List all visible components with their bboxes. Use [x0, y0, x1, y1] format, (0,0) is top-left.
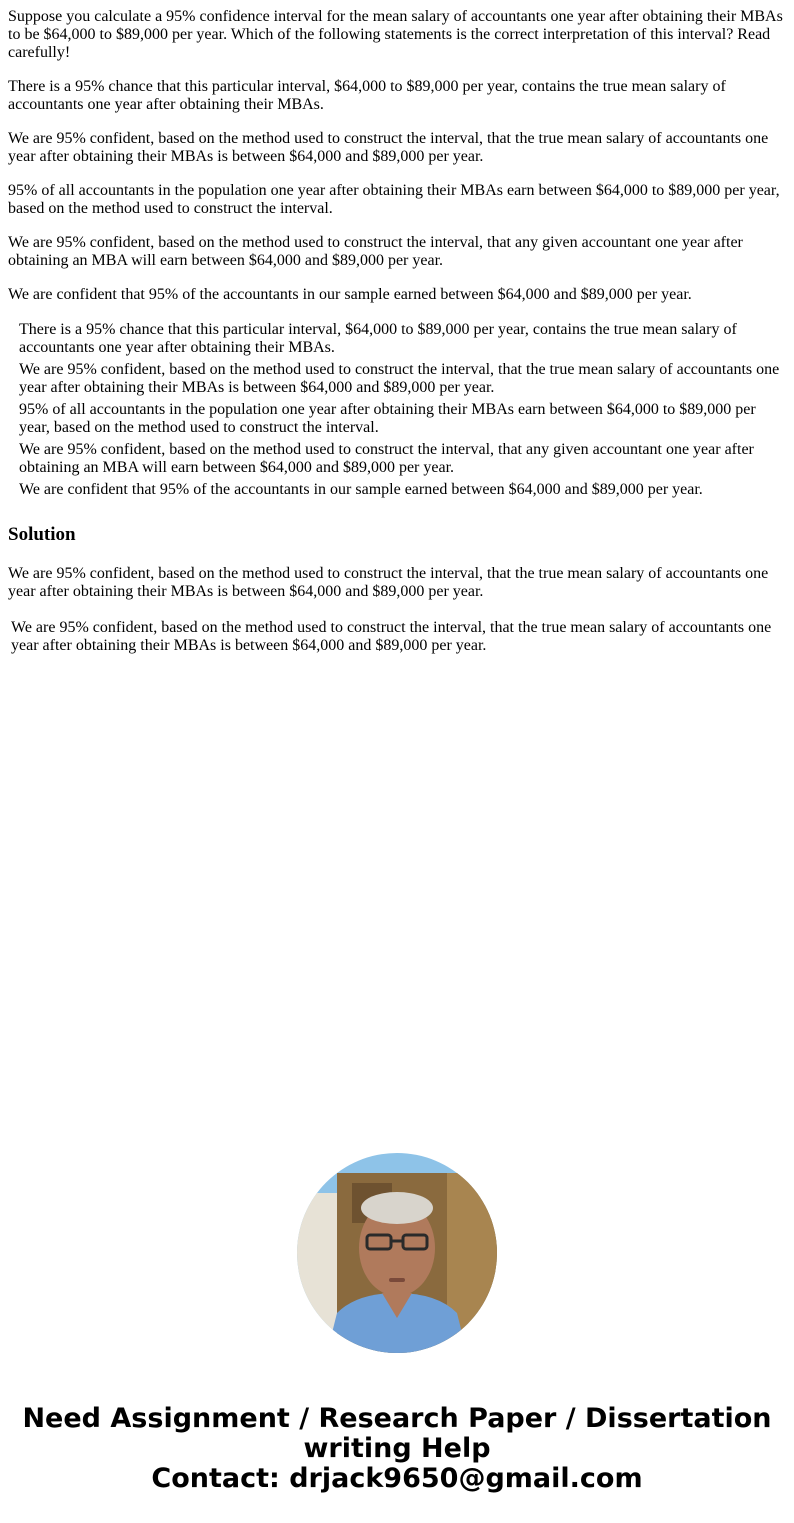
statement-3: 95% of all accountants in the population one year after obtaining their MBAs earn between $64,000 to $89,000 per year, based on the method used to construct the interval.	[8, 182, 780, 217]
option-3: 95% of all accountants in the population one year after obtaining their MBAs earn between $64,000 to $89,000 per year, based on the method used to construct the interval.	[19, 401, 756, 436]
statement-1: There is a 95% chance that this particular interval, $64,000 to $89,000 per year, contains the true mean salary of accountants one year after obtaining their MBAs.	[8, 78, 726, 113]
promo-line-2: Contact: drjack9650@gmail.com	[151, 1463, 643, 1494]
option-1: There is a 95% chance that this particular interval, $64,000 to $89,000 per year, contains the true mean salary of accountants one year after obtaining their MBAs.	[19, 321, 737, 356]
statement-4: We are 95% confident, based on the method used to construct the interval, that any given accountant one year after obtaining an MBA will earn between $64,000 and $89,000 per year.	[8, 234, 743, 269]
statement-5: We are confident that 95% of the accountants in our sample earned between $64,000 and $89,000 per year.	[8, 286, 692, 303]
solution-answer-repeat: We are 95% confident, based on the method used to construct the interval, that the true mean salary of accountants one year after obtaining their MBAs is between $64,000 and $89,000 per year.	[11, 619, 772, 654]
statement-2: We are 95% confident, based on the method used to construct the interval, that the true mean salary of accountants one year after obtaining their MBAs is between $64,000 and $89,000 per year.	[8, 130, 769, 165]
question-prompt: Suppose you calculate a 95% confidence interval for the mean salary of accountants one year after obtaining their MBAs to be $64,000 to $89,000 per year. Which of the following statements is the correct interpretation of this interval? Read carefully!	[8, 8, 783, 61]
question-document	[0, 0, 794, 655]
promo-line-1: Need Assignment / Research Paper / Dissertation writing Help	[22, 1403, 772, 1464]
option-2: We are 95% confident, based on the method used to construct the interval, that the true mean salary of accountants one year after obtaining their MBAs is between $64,000 and $89,000 per year.	[19, 361, 780, 396]
option-5: We are confident that 95% of the accountants in our sample earned between $64,000 and $89,000 per year.	[19, 481, 703, 498]
options-list	[8, 320, 786, 502]
solution-heading: Solution	[8, 524, 76, 545]
promo-banner	[0, 1404, 794, 1494]
option-4: We are 95% confident, based on the method used to construct the interval, that any given accountant one year after obtaining an MBA will earn between $64,000 and $89,000 per year.	[19, 441, 754, 476]
tutor-portrait-icon	[297, 1153, 497, 1353]
solution-answer: We are 95% confident, based on the method used to construct the interval, that the true mean salary of accountants one year after obtaining their MBAs is between $64,000 and $89,000 per year.	[8, 565, 769, 600]
tutor-avatar	[297, 1153, 497, 1353]
